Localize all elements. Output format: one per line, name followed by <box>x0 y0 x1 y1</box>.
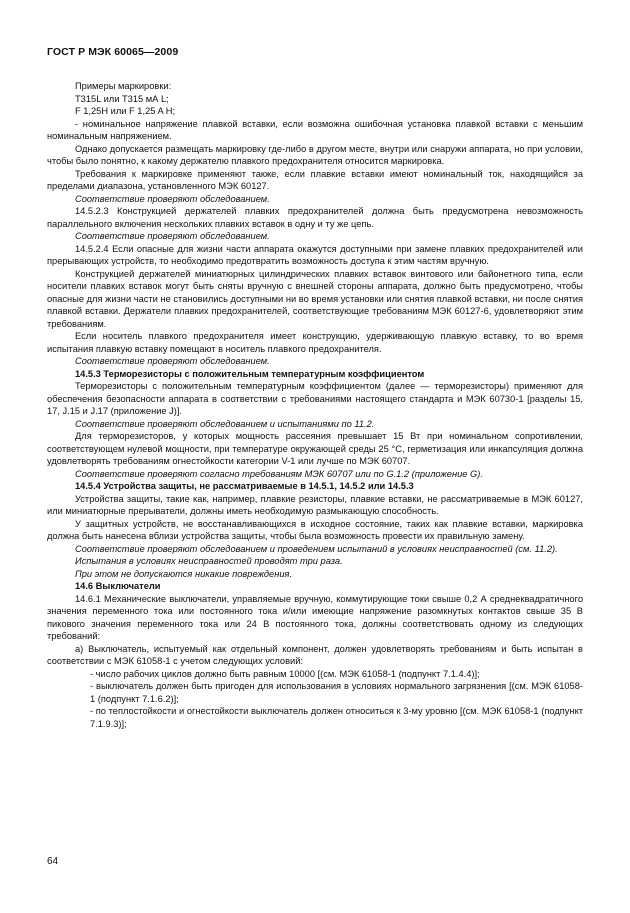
section-heading: 14.5.4 Устройства защиты, не рассматриваемые в 14.5.1, 14.5.2 или 14.5.3 <box>75 481 414 491</box>
paragraph: Устройства защиты, такие как, например, плавкие резисторы, плавкие вставки, не рассматриваемые в МЭК 60127, или миниатюрные прерыватели, должны иметь необходимую размыкающую способность. <box>47 493 583 516</box>
paragraph: T315L или T315 мА L; <box>75 93 169 104</box>
paragraph: Для терморезисторов, у которых мощность рассеяния превышает 15 Вт при номинальном сопротивлении, соответствующем нулевой мощности, при температуре окружающей среды 25 °C, герметизация или инкапсуляция должна удовлетворять требованиям огнестойкости категории V-1 или лучше по МЭК 60707. <box>47 431 583 466</box>
paragraph: Соответствие проверяют обследованием. <box>75 356 270 366</box>
section-heading: 14.5.3 Терморезисторы с положительным температурным коэффициентом <box>75 368 425 379</box>
paragraph: Конструкцией держателей миниатюрных цилиндрических плавких вставок винтового или байонетного типа, если носители плавких вставок могут быть сняты вручную с внешней стороны аппарата, должно быть предусмотрено, чтобы опасные для жизни части не становились доступными ни во время установки или снятия плавкой вставки, ни после снятия плавкой вставки. Держатели плавких предохранителей, соответствующие требованиям МЭК 60127-6, удовлетворяют этим требованиям. <box>47 268 583 329</box>
list-item: - выключатель должен быть пригоден для использования в условиях нормального загрязнения [(см. МЭК 61058-1 (подпункт 7.1.6.2)]; <box>90 681 583 704</box>
paragraph: 14.6.1 Механические выключатели, управляемые вручную, коммутирующие токи свыше 0,2 А среднеквадратичного значения переменного тока или постоянного тока и/или имеющие напряжение разомкнутых контактов свыше 35 В пикового значения переменного тока или 24 В постоянного тока, должны соответствовать одному из следующих требований: <box>47 593 583 641</box>
paragraph: - номинальное напряжение плавкой вставки, если возможна ошибочная установка плавкой вставки с меньшим номинальным напряжением. <box>47 118 583 141</box>
paragraph: Соответствие проверяют обследованием. <box>75 231 270 241</box>
paragraph: 14.5.2.4 Если опасные для жизни части аппарата окажутся доступными при замене плавких предохранителей или прерывающих устройств, то необходимо предотвратить возможность доступа к этим частям вручную. <box>47 243 583 266</box>
paragraph: Однако допускается размещать маркировку где-либо в другом месте, внутри или снаружи аппарата, но при условии, чтобы было понятно, к какому держателю плавкого предохранителя относится маркировка. <box>47 143 583 166</box>
paragraph: Примеры маркировки: <box>75 81 172 91</box>
paragraph: При этом не допускаются никакие повреждения. <box>75 568 293 579</box>
paragraph: Соответствие проверяют обследованием и испытаниями по 11.2. <box>75 418 375 429</box>
paragraph: Соответствие проверяют согласно требованиям МЭК 60707 или по G.1.2 (приложение G). <box>75 468 483 479</box>
list-item: - по теплостойкости и огнестойкости выключатель должен относиться к 3-му уровню [(см. МЭК 61058-1 (подпункт 7.1.9.3)]; <box>90 706 583 729</box>
paragraph: Соответствие проверяют обследованием и проведением испытаний в условиях неисправностей (см. 11.2). <box>75 543 558 554</box>
paragraph: Соответствие проверяют обследованием. <box>75 193 270 204</box>
paragraph: Терморезисторы с положительным температурным коэффициентом (далее — терморезисторы) применяют для обеспечения безопасности аппарата в соответствии с требованиями настоящего стандарта и МЭК 60730-1 [разделы 15, 17, J.15 и J.17 (приложение J)]. <box>47 381 583 416</box>
paragraph: Если носитель плавкого предохранителя имеет конструкцию, удерживающую плавкую вставку, то во время испытания плавкую вставку помещают в носитель плавкого предохранителя. <box>47 331 583 354</box>
document-header: ГОСТ Р МЭК 60065—2009 <box>47 46 179 58</box>
paragraph: Испытания в условиях неисправностей проводят три раза. <box>75 556 343 566</box>
paragraph: У защитных устройств, не восстанавливающихся в исходное состояние, таких как плавкие вставки, маркировка должна быть нанесена вблизи устройства защиты, чтобы была возможность провести их правильную замену. <box>47 518 583 541</box>
page-number: 64 <box>47 856 59 867</box>
paragraph: Требования к маркировке применяют также, если плавкие вставки имеют номинальный ток, находящийся за пределами диапазона, установленного МЭК 60127. <box>47 168 583 191</box>
paragraph: 14.5.2.3 Конструкцией держателей плавких предохранителей должна быть предусмотрена невозможность параллельного включения нескольких плавких вставок в одну и ту же цепь. <box>47 206 583 229</box>
document-body <box>47 80 583 730</box>
list-item: - число рабочих циклов должно быть равным 10000 [(см. МЭК 61058-1 (подпункт 7.1.4.4)]; <box>90 668 480 679</box>
section-heading: 14.6 Выключатели <box>75 581 161 591</box>
paragraph: а) Выключатель, испытуемый как отдельный компонент, должен удовлетворять требованиям и быть испытан в соответствии с МЭК 61058-1 с учетом следующих условий: <box>47 643 583 666</box>
paragraph: F 1,25H или F 1,25 A H; <box>75 106 176 116</box>
